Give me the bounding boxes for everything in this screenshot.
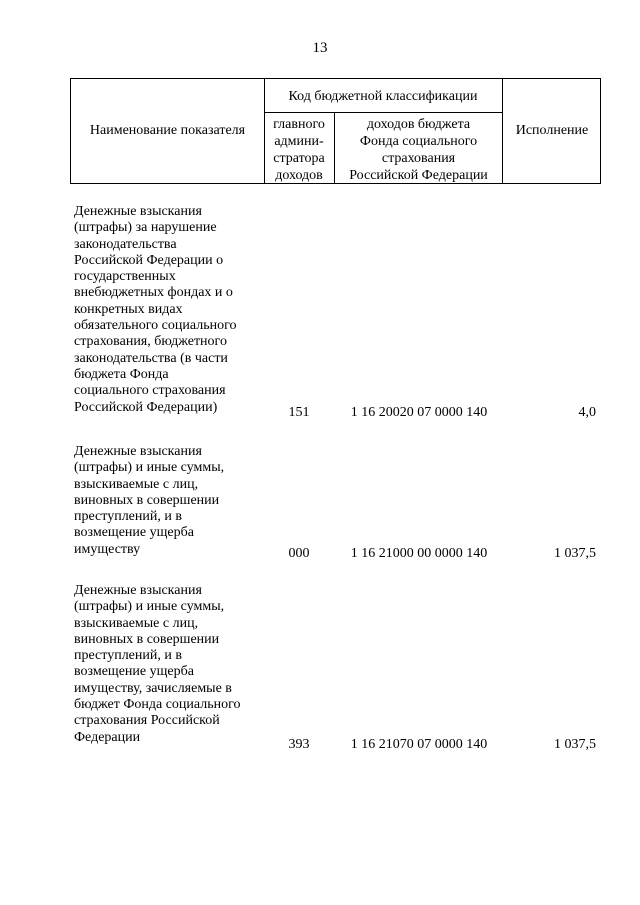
row-amount: 1 037,5 [554, 545, 596, 561]
header-budget-code-group: Код бюджетной классификации [288, 89, 478, 104]
header-name-col: Наименование показателя [89, 123, 246, 138]
row-admin-code: 393 [288, 736, 310, 752]
row-admin-code: 000 [288, 545, 310, 561]
row-budget-code: 1 16 20020 07 0000 140 [350, 404, 488, 420]
table-row [70, 444, 601, 562]
row-name: Денежные взыскания (штрафы) и иные суммы, взыскиваемые с лиц, виновных в совершении преступлений, и в возмещение ущерба имуществу, зачисляемые в бюджет Фонда социального страхования Российской Федерации [74, 583, 241, 745]
table-header [70, 78, 601, 184]
row-amount: 4,0 [578, 404, 596, 420]
header-divider [264, 112, 502, 113]
header-execution-col: Исполнение [515, 123, 589, 138]
page-number: 13 [312, 40, 328, 56]
row-budget-code: 1 16 21000 00 0000 140 [350, 545, 488, 561]
row-amount: 1 037,5 [554, 736, 596, 752]
table-row [70, 204, 601, 421]
row-admin-code: 151 [288, 404, 310, 420]
header-revenue-col: доходов бюджета Фонда социального страхования Российской Федерации [349, 117, 488, 183]
table-row [70, 583, 601, 753]
row-budget-code: 1 16 21070 07 0000 140 [350, 736, 488, 752]
header-admin-col: главного админи- стратора доходов [273, 117, 325, 183]
row-name: Денежные взыскания (штрафы) и иные суммы, взыскиваемые с лиц, виновных в совершении преступлений, и в возмещение ущерба имуществу [74, 444, 225, 557]
row-name: Денежные взыскания (штрафы) за нарушение законодательства Российской Федерации о государственных внебюджетных фондах и о конкретных видах обязательного социального страхования, бюджетного законодательства (в части бюджета Фонда социального страхования Российской Федерации) [74, 204, 237, 415]
